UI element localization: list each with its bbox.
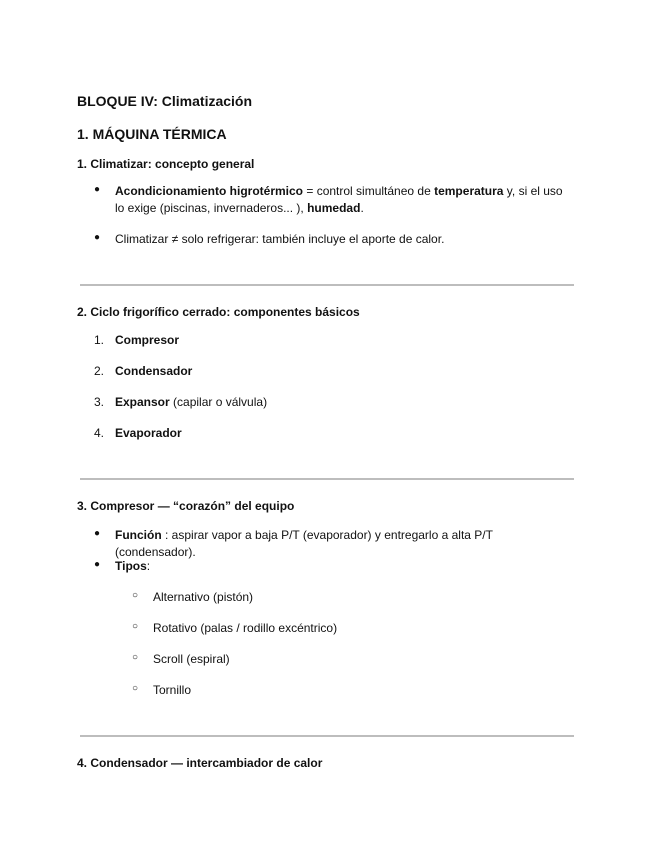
subsection-heading-1: 1. Climatizar: concepto general	[77, 157, 255, 171]
bullet-marker: ●	[94, 528, 101, 539]
subsection-heading-2: 2. Ciclo frigorífico cerrado: componentes básicos	[77, 305, 360, 319]
sub-list-item	[77, 589, 577, 606]
number-marker: 2.	[94, 364, 105, 378]
list-item-text: Tipos:	[115, 559, 151, 573]
list-item-text: Climatizar ≠ solo refrigerar: también incluye el aporte de calor.	[115, 232, 445, 246]
numbered-item	[77, 394, 577, 411]
numbered-item-text: Expansor (capilar o válvula)	[115, 395, 268, 409]
list-item	[77, 231, 577, 248]
horizontal-rule	[80, 735, 574, 737]
horizontal-rule	[80, 478, 574, 480]
document-title: BLOQUE IV: Climatización	[77, 93, 253, 109]
numbered-item	[77, 425, 577, 442]
list-item	[77, 558, 577, 575]
list-item-text: Función : aspirar vapor a baja P/T (evaporador) y entregarlo a alta P/T (condensador).	[115, 528, 493, 560]
circle-marker: ○	[132, 621, 139, 632]
bullet-marker: ●	[94, 232, 101, 243]
sub-list-item-text: Tornillo	[153, 683, 192, 697]
number-marker: 1.	[94, 333, 105, 347]
sub-list-item	[77, 620, 577, 637]
sub-list-item-text: Rotativo (palas / rodillo excéntrico)	[153, 621, 338, 635]
numbered-item	[77, 363, 577, 380]
section-heading: 1. MÁQUINA TÉRMICA	[77, 126, 227, 142]
number-marker: 4.	[94, 426, 105, 440]
list-item	[77, 183, 577, 217]
subsection-heading-3: 3. Compresor — “corazón” del equipo	[77, 499, 295, 513]
numbered-item-text: Condensador	[115, 364, 193, 378]
sub-list-item	[77, 651, 577, 668]
circle-marker: ○	[132, 683, 139, 694]
bullet-marker: ●	[94, 184, 101, 195]
subsection-heading-4: 4. Condensador — intercambiador de calor	[77, 756, 323, 770]
sub-list-item	[77, 682, 577, 699]
number-marker: 3.	[94, 395, 105, 409]
horizontal-rule	[80, 284, 574, 286]
bullet-marker: ●	[94, 559, 101, 570]
numbered-item-text: Evaporador	[115, 426, 182, 440]
sub-list-item-text: Scroll (espiral)	[153, 652, 230, 666]
circle-marker: ○	[132, 590, 139, 601]
list-item-text: Acondicionamiento higrotérmico = control simultáneo de temperatura y, si el uso lo exige (piscinas, invernaderos... ), humedad.	[115, 184, 563, 216]
circle-marker: ○	[132, 652, 139, 663]
sub-list-item-text: Alternativo (pistón)	[153, 590, 254, 604]
list-item	[77, 527, 577, 560]
numbered-item	[77, 332, 577, 349]
numbered-item-text: Compresor	[115, 333, 180, 347]
